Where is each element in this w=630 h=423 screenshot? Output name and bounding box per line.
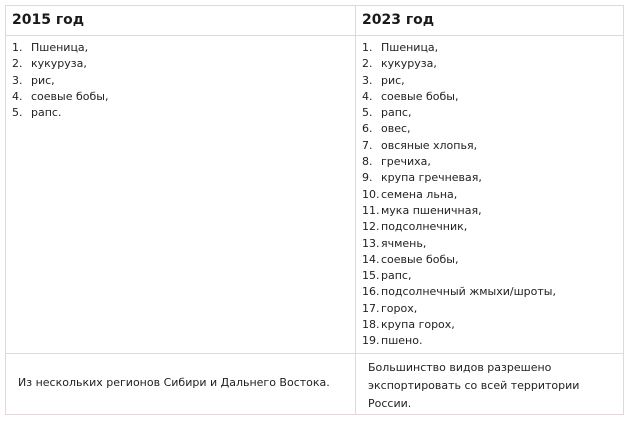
list-item-number: 7. — [362, 138, 373, 152]
list-item-text: овес, — [381, 122, 411, 136]
list-item — [362, 121, 556, 137]
list-item-text: соевые бобы, — [381, 252, 459, 266]
list-item-number: 6. — [362, 122, 373, 136]
list-item — [362, 187, 556, 203]
list-item-number: 5. — [12, 106, 23, 120]
list-item — [12, 105, 108, 121]
list-item-text: мука пшеничная, — [381, 203, 482, 217]
list-item-number: 2. — [362, 57, 373, 71]
header-divider — [6, 35, 623, 36]
list-item — [12, 40, 108, 56]
list-item-text: Пшеница, — [381, 41, 439, 54]
list-item-text: подсолнечник, — [381, 220, 468, 234]
list-item-number: 5. — [362, 106, 373, 120]
list-item — [362, 105, 556, 121]
list-item-text: соевые бобы, — [381, 89, 459, 103]
list-item — [362, 138, 556, 154]
list-item — [362, 301, 556, 317]
list-item — [362, 154, 556, 170]
list-item-text: рис, — [381, 73, 405, 87]
footer-divider — [6, 353, 623, 354]
list-item-text: крупа гречневая, — [381, 171, 482, 185]
list-item-text: гречиха, — [381, 155, 431, 169]
list-item — [362, 89, 556, 105]
list-item-number: 14. — [362, 252, 380, 266]
comparison-table — [5, 5, 624, 415]
footer-2023: Большинство видов разрешено экспортировать со всей территории России. — [368, 361, 580, 410]
list-item — [362, 203, 556, 219]
list-item-number: 10. — [362, 187, 380, 201]
list-item — [362, 40, 556, 56]
list-item-text: крупа горох, — [381, 318, 455, 332]
list-item — [362, 56, 556, 72]
list-item-number: 16. — [362, 285, 380, 299]
list-item-text: подсолнечный жмыхи/шроты, — [381, 285, 556, 299]
list-item-number: 12. — [362, 220, 380, 234]
list-item-number: 3. — [12, 73, 23, 87]
list-item-number: 17. — [362, 301, 380, 315]
list-item-number: 8. — [362, 155, 373, 169]
list-item-number: 1. — [12, 41, 23, 54]
list-item-number: 4. — [12, 89, 23, 103]
list-item-text: Пшеница, — [31, 41, 89, 54]
list-item — [362, 219, 556, 235]
list-item-text: соевые бобы, — [31, 89, 109, 103]
list-item-number: 1. — [362, 41, 373, 54]
list-item-number: 13. — [362, 236, 380, 250]
list-item-text: семена льна, — [381, 187, 458, 201]
list-item-number: 11. — [362, 203, 380, 217]
list-item — [362, 317, 556, 333]
list-item-number: 9. — [362, 171, 373, 185]
list-item — [362, 284, 556, 300]
list-item-text: горох, — [381, 301, 418, 315]
list-item — [362, 268, 556, 284]
list-item-text: рис, — [31, 73, 55, 87]
list-item-text: кукуруза, — [31, 57, 87, 71]
list-item-text: ячмень, — [381, 236, 427, 250]
list-item — [362, 333, 556, 349]
list-2023 — [362, 40, 556, 350]
list-item — [362, 236, 556, 252]
list-item-number: 18. — [362, 318, 380, 332]
list-item-number: 15. — [362, 269, 380, 283]
list-item-text: кукуруза, — [381, 57, 437, 71]
list-item — [12, 89, 108, 105]
list-item-text: пшено. — [381, 334, 423, 348]
list-item-number: 19. — [362, 334, 380, 348]
list-item — [12, 56, 108, 72]
header-2015: 2015 год — [12, 12, 85, 28]
list-item-number: 2. — [12, 57, 23, 71]
list-item — [12, 73, 108, 89]
list-item-text: рапс. — [31, 106, 62, 120]
list-item-number: 3. — [362, 73, 373, 87]
header-2023: 2023 год — [362, 12, 435, 28]
list-item-text: овсяные хлопья, — [381, 138, 478, 152]
list-item — [362, 170, 556, 186]
list-2015 — [12, 40, 108, 121]
list-item — [362, 252, 556, 268]
list-item-text: рапс, — [381, 106, 412, 120]
list-item — [362, 73, 556, 89]
list-item-text: рапс, — [381, 269, 412, 283]
list-item-number: 4. — [362, 89, 373, 103]
footer-2015: Из нескольких регионов Сибири и Дальнего Востока. — [18, 376, 330, 389]
